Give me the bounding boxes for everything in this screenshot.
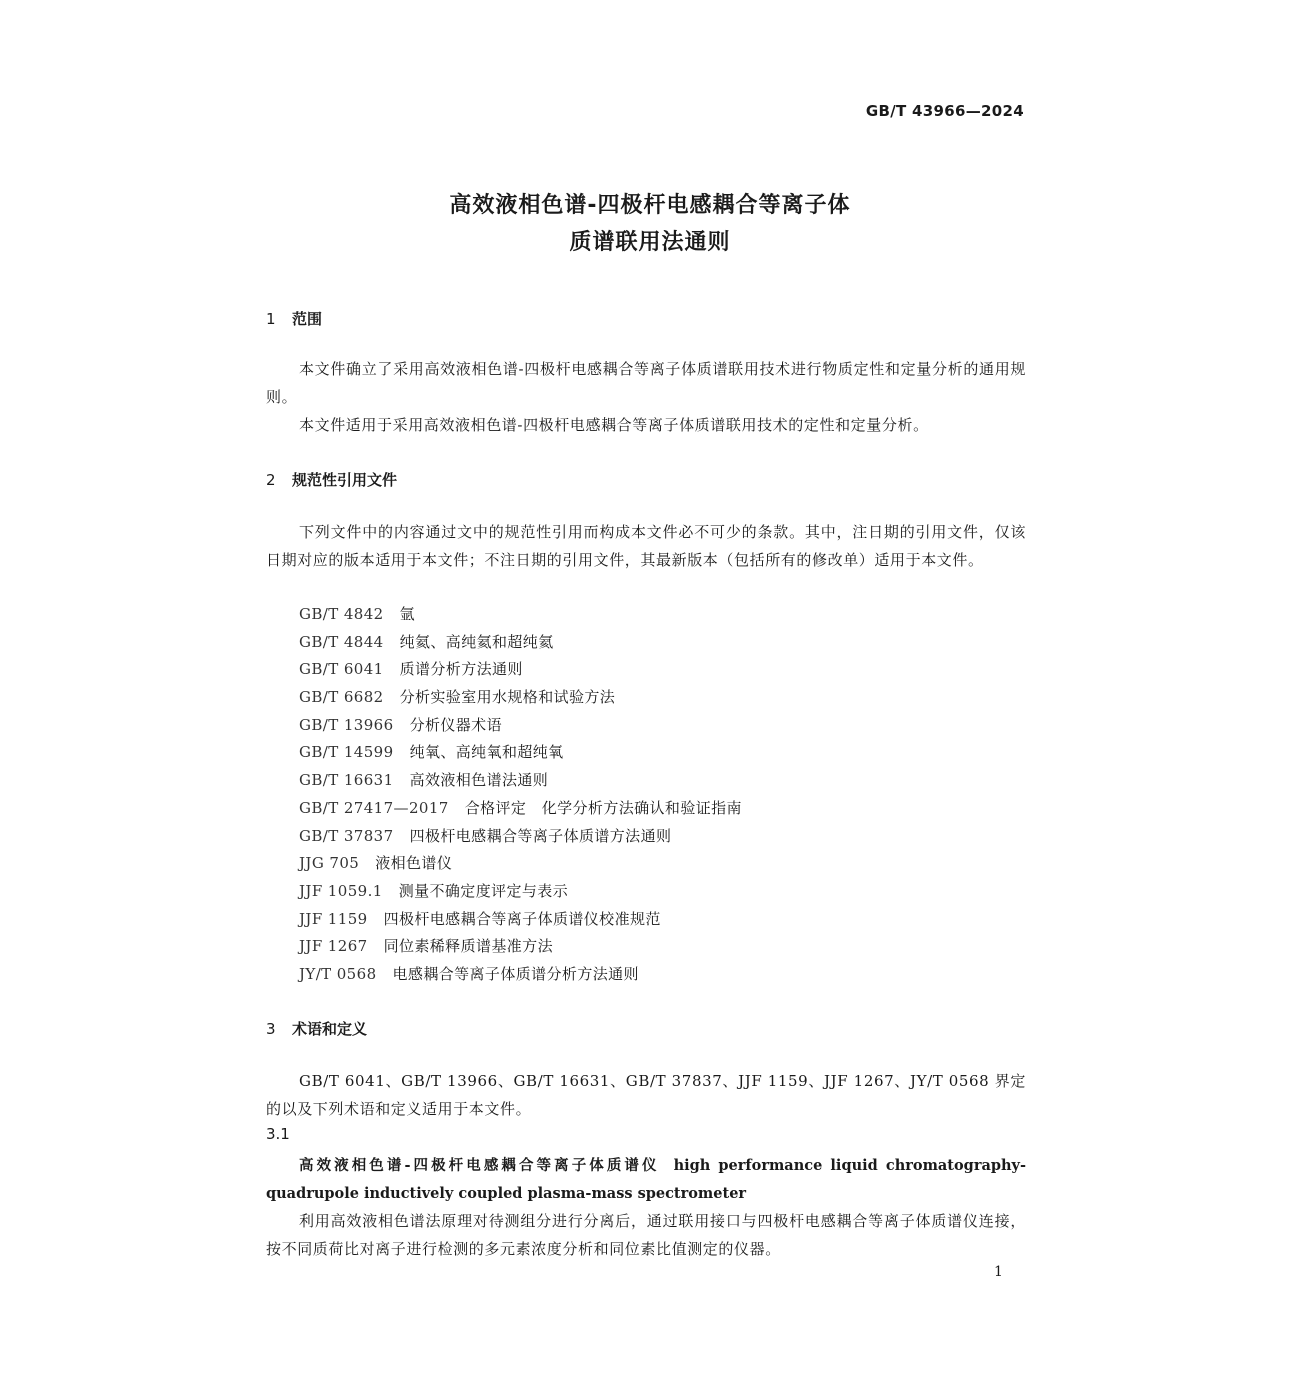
reference-title: 分析仪器术语 <box>409 715 502 734</box>
reference-item <box>299 629 742 657</box>
section-1-paragraph-2: 本文件适用于采用高效液相色谱-四极杆电感耦合等离子体质谱联用技术的定性和定量分析。 <box>299 416 929 434</box>
reference-code: GB/T 27417—2017 <box>299 798 449 817</box>
reference-code: JJF 1267 <box>299 937 368 956</box>
section-2-intro: 下列文件中的内容通过文中的规范性引用而构成本文件必不可少的条款。其中，注日期的引用文件，仅该日期对应的版本适用于本文件；不注日期的引用文件，其最新版本（包括所有的修改单）适用于本文件。 <box>266 523 1026 569</box>
reference-item <box>299 961 742 989</box>
reference-title: 电感耦合等离子体质谱分析方法通则 <box>392 964 639 983</box>
reference-code: JJF 1059.1 <box>299 881 383 900</box>
reference-item <box>299 906 742 934</box>
reference-code: GB/T 37837 <box>299 826 394 845</box>
reference-code: GB/T 4842 <box>299 605 384 623</box>
section-1-number: 1 <box>266 310 276 328</box>
reference-item <box>299 795 742 823</box>
term-chinese: 高效液相色谱-四极杆电感耦合等离子体质谱仪 <box>299 1158 660 1174</box>
reference-item <box>299 767 742 795</box>
reference-item <box>299 684 742 712</box>
reference-code: GB/T 14599 <box>299 743 394 762</box>
reference-item <box>299 656 742 684</box>
reference-code: JJG 705 <box>299 854 360 873</box>
reference-title: 分析实验室用水规格和试验方法 <box>399 688 616 707</box>
section-2-heading <box>266 469 397 490</box>
reference-item <box>299 933 742 961</box>
reference-item <box>299 823 742 851</box>
term-entry <box>266 1152 1026 1208</box>
reference-code: GB/T 16631 <box>299 771 394 790</box>
reference-item <box>299 712 742 740</box>
document-title-line-2: 质谱联用法通则 <box>569 230 731 255</box>
term-english: high performance liquid chromatography-quadrupole inductively coupled plasma-mass spectrometer <box>266 1157 1026 1202</box>
section-3-number: 3 <box>266 1020 276 1038</box>
reference-title: 同位素稀释质谱基准方法 <box>383 937 553 956</box>
reference-code: GB/T 6682 <box>299 688 384 707</box>
standard-code: GB/T 43966—2024 <box>865 102 1024 120</box>
reference-item <box>299 878 742 906</box>
reference-code: GB/T 6041 <box>299 660 384 679</box>
reference-item <box>299 739 742 767</box>
page-number: 1 <box>994 1264 1003 1280</box>
document-title-line-1: 高效液相色谱-四极杆电感耦合等离子体 <box>449 193 851 218</box>
reference-item <box>299 850 742 878</box>
reference-title: 氩 <box>399 605 416 623</box>
section-1-title: 范围 <box>292 310 323 328</box>
term-definition: 利用高效液相色谱法原理对待测组分进行分离后，通过联用接口与四极杆电感耦合等离子体质谱仪连接，按不同质荷比对离子进行检测的多元素浓度分析和同位素比值测定的仪器。 <box>266 1212 1026 1258</box>
reference-title: 质谱分析方法通则 <box>399 660 523 679</box>
reference-title: 四极杆电感耦合等离子体质谱仪校准规范 <box>383 909 661 928</box>
clause-number: 3.1 <box>266 1125 290 1143</box>
section-2-title: 规范性引用文件 <box>292 471 398 489</box>
reference-title: 纯氧、高纯氧和超纯氧 <box>409 743 564 762</box>
section-3-heading <box>266 1018 367 1039</box>
reference-code: GB/T 4844 <box>299 632 384 651</box>
reference-code: JJF 1159 <box>299 909 368 928</box>
reference-item <box>299 601 742 629</box>
section-3-intro: GB/T 6041、GB/T 13966、GB/T 16631、GB/T 37837、JJF 1159、JJF 1267、JY/T 0568 界定的以及下列术语和定义适用于本文件。 <box>266 1072 1026 1118</box>
reference-title: 四极杆电感耦合等离子体质谱方法通则 <box>409 826 672 845</box>
reference-title: 纯氦、高纯氦和超纯氦 <box>399 632 554 651</box>
section-1-heading <box>266 308 322 329</box>
section-3-title: 术语和定义 <box>292 1020 368 1038</box>
reference-title: 液相色谱仪 <box>375 854 453 873</box>
section-2-number: 2 <box>266 471 276 489</box>
reference-title: 测量不确定度评定与表示 <box>398 881 569 900</box>
reference-title: 高效液相色谱法通则 <box>409 771 549 790</box>
normative-reference-list <box>299 601 742 989</box>
reference-code: JY/T 0568 <box>299 964 377 983</box>
reference-title: 合格评定 化学分析方法确认和验证指南 <box>464 798 742 817</box>
section-1-paragraph-1: 本文件确立了采用高效液相色谱-四极杆电感耦合等离子体质谱联用技术进行物质定性和定量分析的通用规则。 <box>266 360 1026 406</box>
reference-code: GB/T 13966 <box>299 715 394 734</box>
